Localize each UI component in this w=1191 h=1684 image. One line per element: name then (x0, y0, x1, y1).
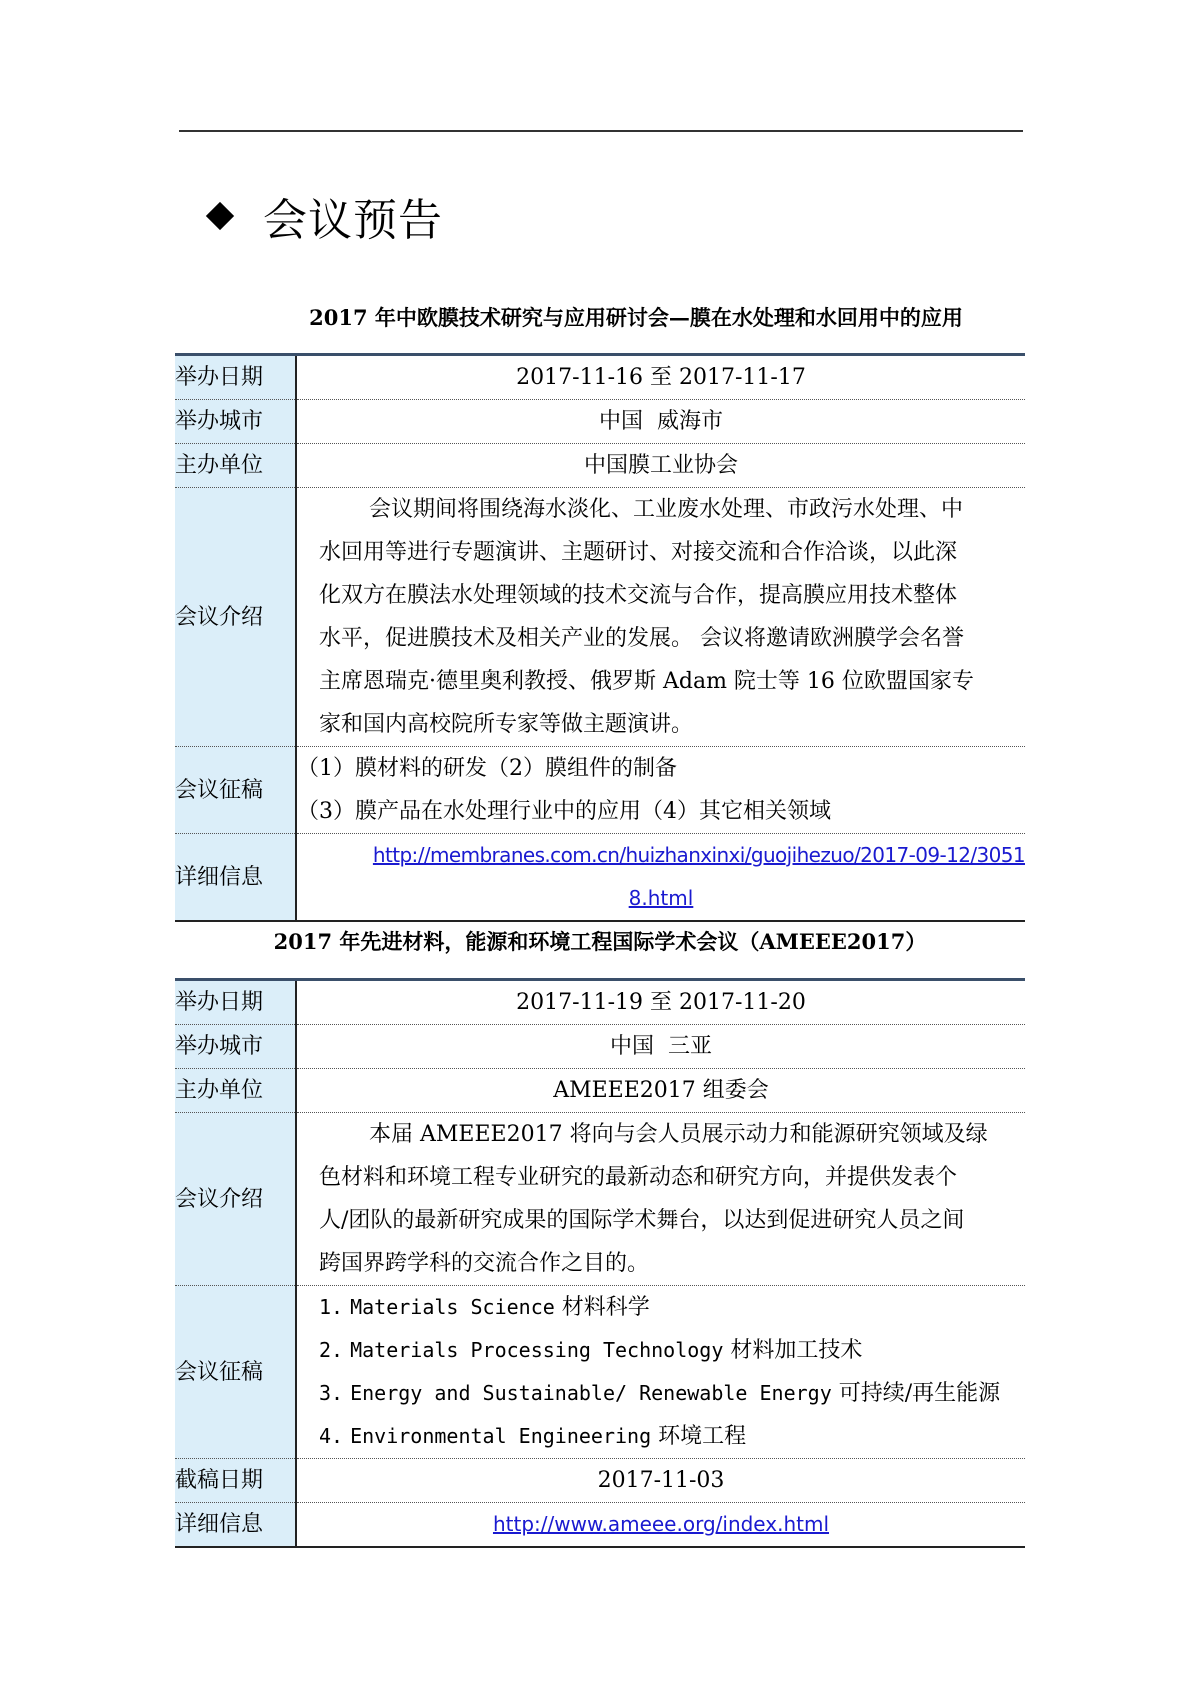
row-label: 会议介绍 (175, 1113, 296, 1286)
table-row-date (175, 356, 1025, 400)
intro-line: 色材料和环境工程专业研究的最新动态和研究方向，并提供发表个 (319, 1165, 958, 1190)
details-link[interactable]: http://membranes.com.cn/huizhanxinxi/guojihezuo/2017-09-12/3051 (372, 843, 1025, 867)
section-heading (205, 186, 443, 246)
organizer-value: 中国膜工业协会 (296, 444, 1025, 488)
details-link-continued[interactable]: 8.html (628, 886, 694, 910)
intro-line: 主席恩瑞克·德里奥利教授、俄罗斯 Adam 院士等 16 位欧盟国家专 (319, 669, 974, 694)
row-label: 详细信息 (175, 1503, 296, 1548)
organizer-value: AMEEE2017 组委会 (296, 1069, 1025, 1113)
intro-line: 水回用等进行专题演讲、主题研讨、对接交流和合作洽谈，以此深 (319, 540, 958, 565)
conference-table (175, 353, 1025, 922)
conference-title: 2017 年中欧膜技术研究与应用研讨会—膜在水处理和水回用中的应用 (309, 305, 963, 330)
table-row-details (175, 834, 1025, 922)
table-row-deadline (175, 1459, 1025, 1503)
submission-topics (296, 747, 1025, 834)
intro-text (296, 488, 1025, 747)
table-row-organizer (175, 444, 1025, 488)
details-link-cell (296, 1503, 1025, 1548)
city-value: 中国 威海市 (296, 400, 1025, 444)
intro-line: 人/团队的最新研究成果的国际学术舞台，以达到促进研究人员之间 (319, 1208, 965, 1233)
intro-line: 化双方在膜法水处理领域的技术交流与合作，提高膜应用技术整体 (319, 583, 958, 608)
table-row-submissions (175, 747, 1025, 834)
intro-line: 家和国内高校院所专家等做主题演讲。 (319, 712, 694, 737)
city-value: 中国 三亚 (296, 1025, 1025, 1069)
intro-line: 跨国界跨学科的交流合作之目的。 (319, 1251, 650, 1276)
topic-item: 3. Energy and Sustainable/ Renewable Energy 可持续/再生能源 (319, 1381, 1001, 1406)
date-value: 2017-11-16 至 2017-11-17 (296, 356, 1025, 400)
intro-text (296, 1113, 1025, 1286)
intro-line: 本届 AMEEE2017 将向与会人员展示动力和能源研究领域及绿 (369, 1122, 988, 1147)
details-link[interactable]: http://www.ameee.org/index.html (492, 1512, 830, 1536)
diamond-bullet-icon (205, 201, 235, 231)
row-label: 主办单位 (175, 1069, 296, 1113)
row-label: 主办单位 (175, 444, 296, 488)
date-value: 2017-11-19 至 2017-11-20 (296, 981, 1025, 1025)
details-link-cell (296, 834, 1025, 922)
table-row-intro (175, 1113, 1025, 1286)
conference-table (175, 978, 1025, 1548)
intro-line: 会议期间将围绕海水淡化、工业废水处理、市政污水处理、中 (369, 497, 964, 522)
section-title: 会议预告 (263, 195, 443, 246)
row-label: 截稿日期 (175, 1459, 296, 1503)
row-label: 会议征稿 (175, 747, 296, 834)
conference-title: 2017 年先进材料，能源和环境工程国际学术会议（AMEEE2017） (273, 929, 927, 954)
table-row-intro (175, 488, 1025, 747)
deadline-value: 2017-11-03 (296, 1459, 1025, 1503)
row-label: 举办日期 (175, 356, 296, 400)
row-label: 举办日期 (175, 981, 296, 1025)
topic-item: 2. Materials Processing Technology 材料加工技术 (319, 1338, 863, 1363)
table-row-submissions (175, 1286, 1025, 1459)
row-label: 会议介绍 (175, 488, 296, 747)
table-row-details (175, 1503, 1025, 1548)
intro-line: 水平，促进膜技术及相关产业的发展。 会议将邀请欧洲膜学会名誉 (319, 626, 964, 651)
topic-item: （3）膜产品在水处理行业中的应用（4）其它相关领域 (297, 799, 831, 824)
table-row-city (175, 400, 1025, 444)
topic-item: 4. Environmental Engineering 环境工程 (319, 1424, 747, 1449)
header-rule (179, 130, 1023, 132)
table-row-date (175, 981, 1025, 1025)
table-row-city (175, 1025, 1025, 1069)
topic-item: 1. Materials Science 材料科学 (319, 1295, 650, 1320)
row-label: 详细信息 (175, 834, 296, 922)
row-label: 举办城市 (175, 400, 296, 444)
table-row-organizer (175, 1069, 1025, 1113)
topic-item: （1）膜材料的研发（2）膜组件的制备 (297, 756, 677, 781)
row-label: 会议征稿 (175, 1286, 296, 1459)
submission-topics (296, 1286, 1025, 1459)
row-label: 举办城市 (175, 1025, 296, 1069)
